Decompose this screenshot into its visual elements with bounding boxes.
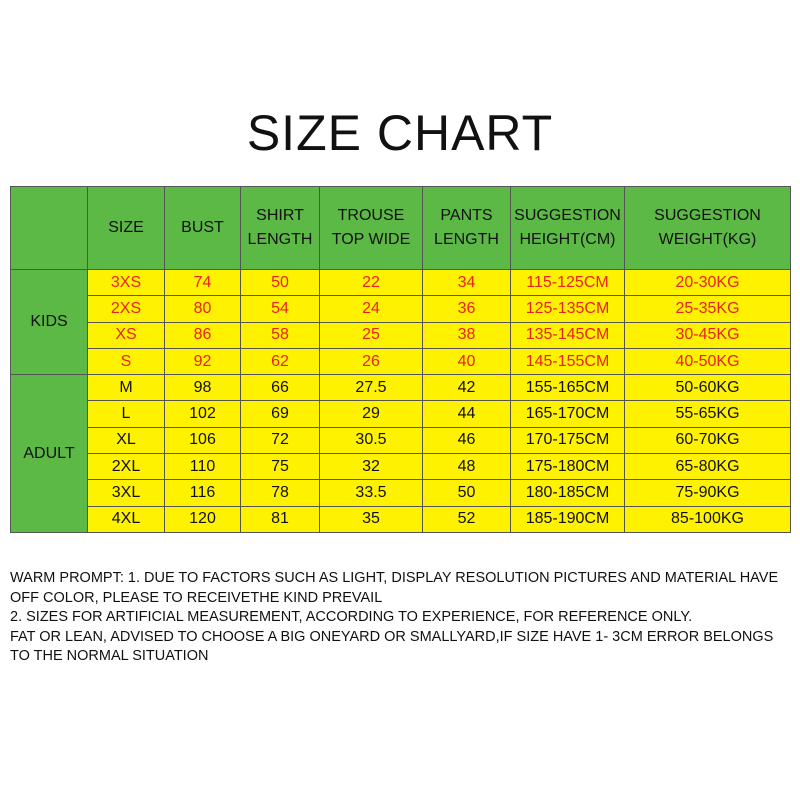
table-cell: 116 (165, 480, 241, 506)
column-header-line: WEIGHT(KG) (658, 231, 757, 248)
table-cell: XS (88, 322, 165, 348)
table-row (11, 322, 791, 348)
table-cell: 40 (423, 348, 511, 374)
table-cell: 46 (423, 427, 511, 453)
column-header (625, 187, 791, 270)
column-header (241, 187, 320, 270)
table-cell: 120 (165, 506, 241, 532)
table-cell: 33.5 (320, 480, 423, 506)
table-cell: 30-45KG (625, 322, 791, 348)
table-cell: 25 (320, 322, 423, 348)
column-header (11, 187, 88, 270)
table-cell: 24 (320, 296, 423, 322)
table-cell: 69 (241, 401, 320, 427)
table-cell: 72 (241, 427, 320, 453)
table-cell: 3XL (88, 480, 165, 506)
column-header-line: SIZE (108, 219, 144, 236)
table-cell: L (88, 401, 165, 427)
table-cell: 42 (423, 375, 511, 401)
table-cell: 20-30KG (625, 270, 791, 296)
column-header-line: BUST (181, 219, 224, 236)
table-cell: 115-125CM (511, 270, 625, 296)
table-body (11, 270, 791, 533)
table-row (11, 427, 791, 453)
table-row (11, 480, 791, 506)
table-row (11, 375, 791, 401)
table-cell: 36 (423, 296, 511, 322)
table-cell: 34 (423, 270, 511, 296)
table-cell: 81 (241, 506, 320, 532)
header-row (11, 187, 791, 270)
table-cell: 92 (165, 348, 241, 374)
size-chart-table (10, 186, 791, 533)
table-cell: 30.5 (320, 427, 423, 453)
table-cell: 102 (165, 401, 241, 427)
table-cell: 65-80KG (625, 454, 791, 480)
table-cell: 38 (423, 322, 511, 348)
note-line: WARM PROMPT: 1. DUE TO FACTORS SUCH AS LIGHT, DISPLAY RESOLUTION PICTURES AND MATERIAL HAVE OFF COLOR, PLEASE TO RECEIVETHE KIND PREVAIL (10, 570, 783, 606)
table-cell: 50 (423, 480, 511, 506)
column-header-line: TROUSE (337, 207, 405, 224)
table-cell: 2XL (88, 454, 165, 480)
table-row (11, 348, 791, 374)
table-cell: 80 (165, 296, 241, 322)
table-cell: 32 (320, 454, 423, 480)
table-row (11, 270, 791, 296)
table-cell: 4XL (88, 506, 165, 532)
group-label: KIDS (11, 270, 88, 375)
table-cell: 35 (320, 506, 423, 532)
table-header (11, 187, 791, 270)
column-header-line: SHIRT (256, 207, 304, 224)
table-cell: 22 (320, 270, 423, 296)
table-row (11, 454, 791, 480)
column-header-line: LENGTH (247, 231, 313, 248)
warm-prompt-notes (10, 569, 795, 667)
table-cell: 60-70KG (625, 427, 791, 453)
table-cell: 135-145CM (511, 322, 625, 348)
table-cell: 180-185CM (511, 480, 625, 506)
column-header (511, 187, 625, 270)
page-title: SIZE CHART (246, 105, 554, 161)
table-cell: 58 (241, 322, 320, 348)
table-cell: 86 (165, 322, 241, 348)
table-cell: 106 (165, 427, 241, 453)
table-cell: 52 (423, 506, 511, 532)
table-cell: 40-50KG (625, 348, 791, 374)
table-cell: 175-180CM (511, 454, 625, 480)
note-line: 2. SIZES FOR ARTIFICIAL MEASUREMENT, ACCORDING TO EXPERIENCE, FOR REFERENCE ONLY. (10, 609, 693, 625)
table-cell: 55-65KG (625, 401, 791, 427)
table-cell: S (88, 348, 165, 374)
table-cell: 85-100KG (625, 506, 791, 532)
column-header (423, 187, 511, 270)
table-row (11, 401, 791, 427)
table-cell: 66 (241, 375, 320, 401)
table-cell: 62 (241, 348, 320, 374)
group-label: ADULT (11, 375, 88, 533)
table-cell: 75 (241, 454, 320, 480)
table-cell: 27.5 (320, 375, 423, 401)
table-cell: 3XS (88, 270, 165, 296)
column-header (165, 187, 241, 270)
table-cell: XL (88, 427, 165, 453)
table-cell: 185-190CM (511, 506, 625, 532)
column-header (88, 187, 165, 270)
column-header-line: LENGTH (434, 231, 499, 248)
table-cell: 145-155CM (511, 348, 625, 374)
column-header-line: TOP WIDE (331, 231, 411, 248)
table-cell: 25-35KG (625, 296, 791, 322)
table-cell: 44 (423, 401, 511, 427)
column-header-line: SUGGESTION (514, 207, 621, 224)
table-row (11, 296, 791, 322)
note-line: FAT OR LEAN, ADVISED TO CHOOSE A BIG ONEYARD OR SMALLYARD,IF SIZE HAVE 1- 3CM ERROR BELONGS TO THE NORMAL SITUATION (10, 628, 778, 664)
table-cell: 98 (165, 375, 241, 401)
table-cell: M (88, 375, 165, 401)
table-cell: 26 (320, 348, 423, 374)
table-cell: 170-175CM (511, 427, 625, 453)
table-cell: 75-90KG (625, 480, 791, 506)
table-cell: 125-135CM (511, 296, 625, 322)
table-cell: 78 (241, 480, 320, 506)
column-header (320, 187, 423, 270)
table-cell: 48 (423, 454, 511, 480)
table-cell: 74 (165, 270, 241, 296)
table-cell: 2XS (88, 296, 165, 322)
table-cell: 50 (241, 270, 320, 296)
table-cell: 110 (165, 454, 241, 480)
column-header-line: SUGGESTION (654, 207, 761, 224)
table-cell: 50-60KG (625, 375, 791, 401)
table-cell: 54 (241, 296, 320, 322)
table-row (11, 506, 791, 532)
table-cell: 155-165CM (511, 375, 625, 401)
table-cell: 165-170CM (511, 401, 625, 427)
column-header-line: HEIGHT(CM) (519, 231, 616, 248)
table-cell: 29 (320, 401, 423, 427)
column-header-line: PANTS (440, 207, 493, 224)
